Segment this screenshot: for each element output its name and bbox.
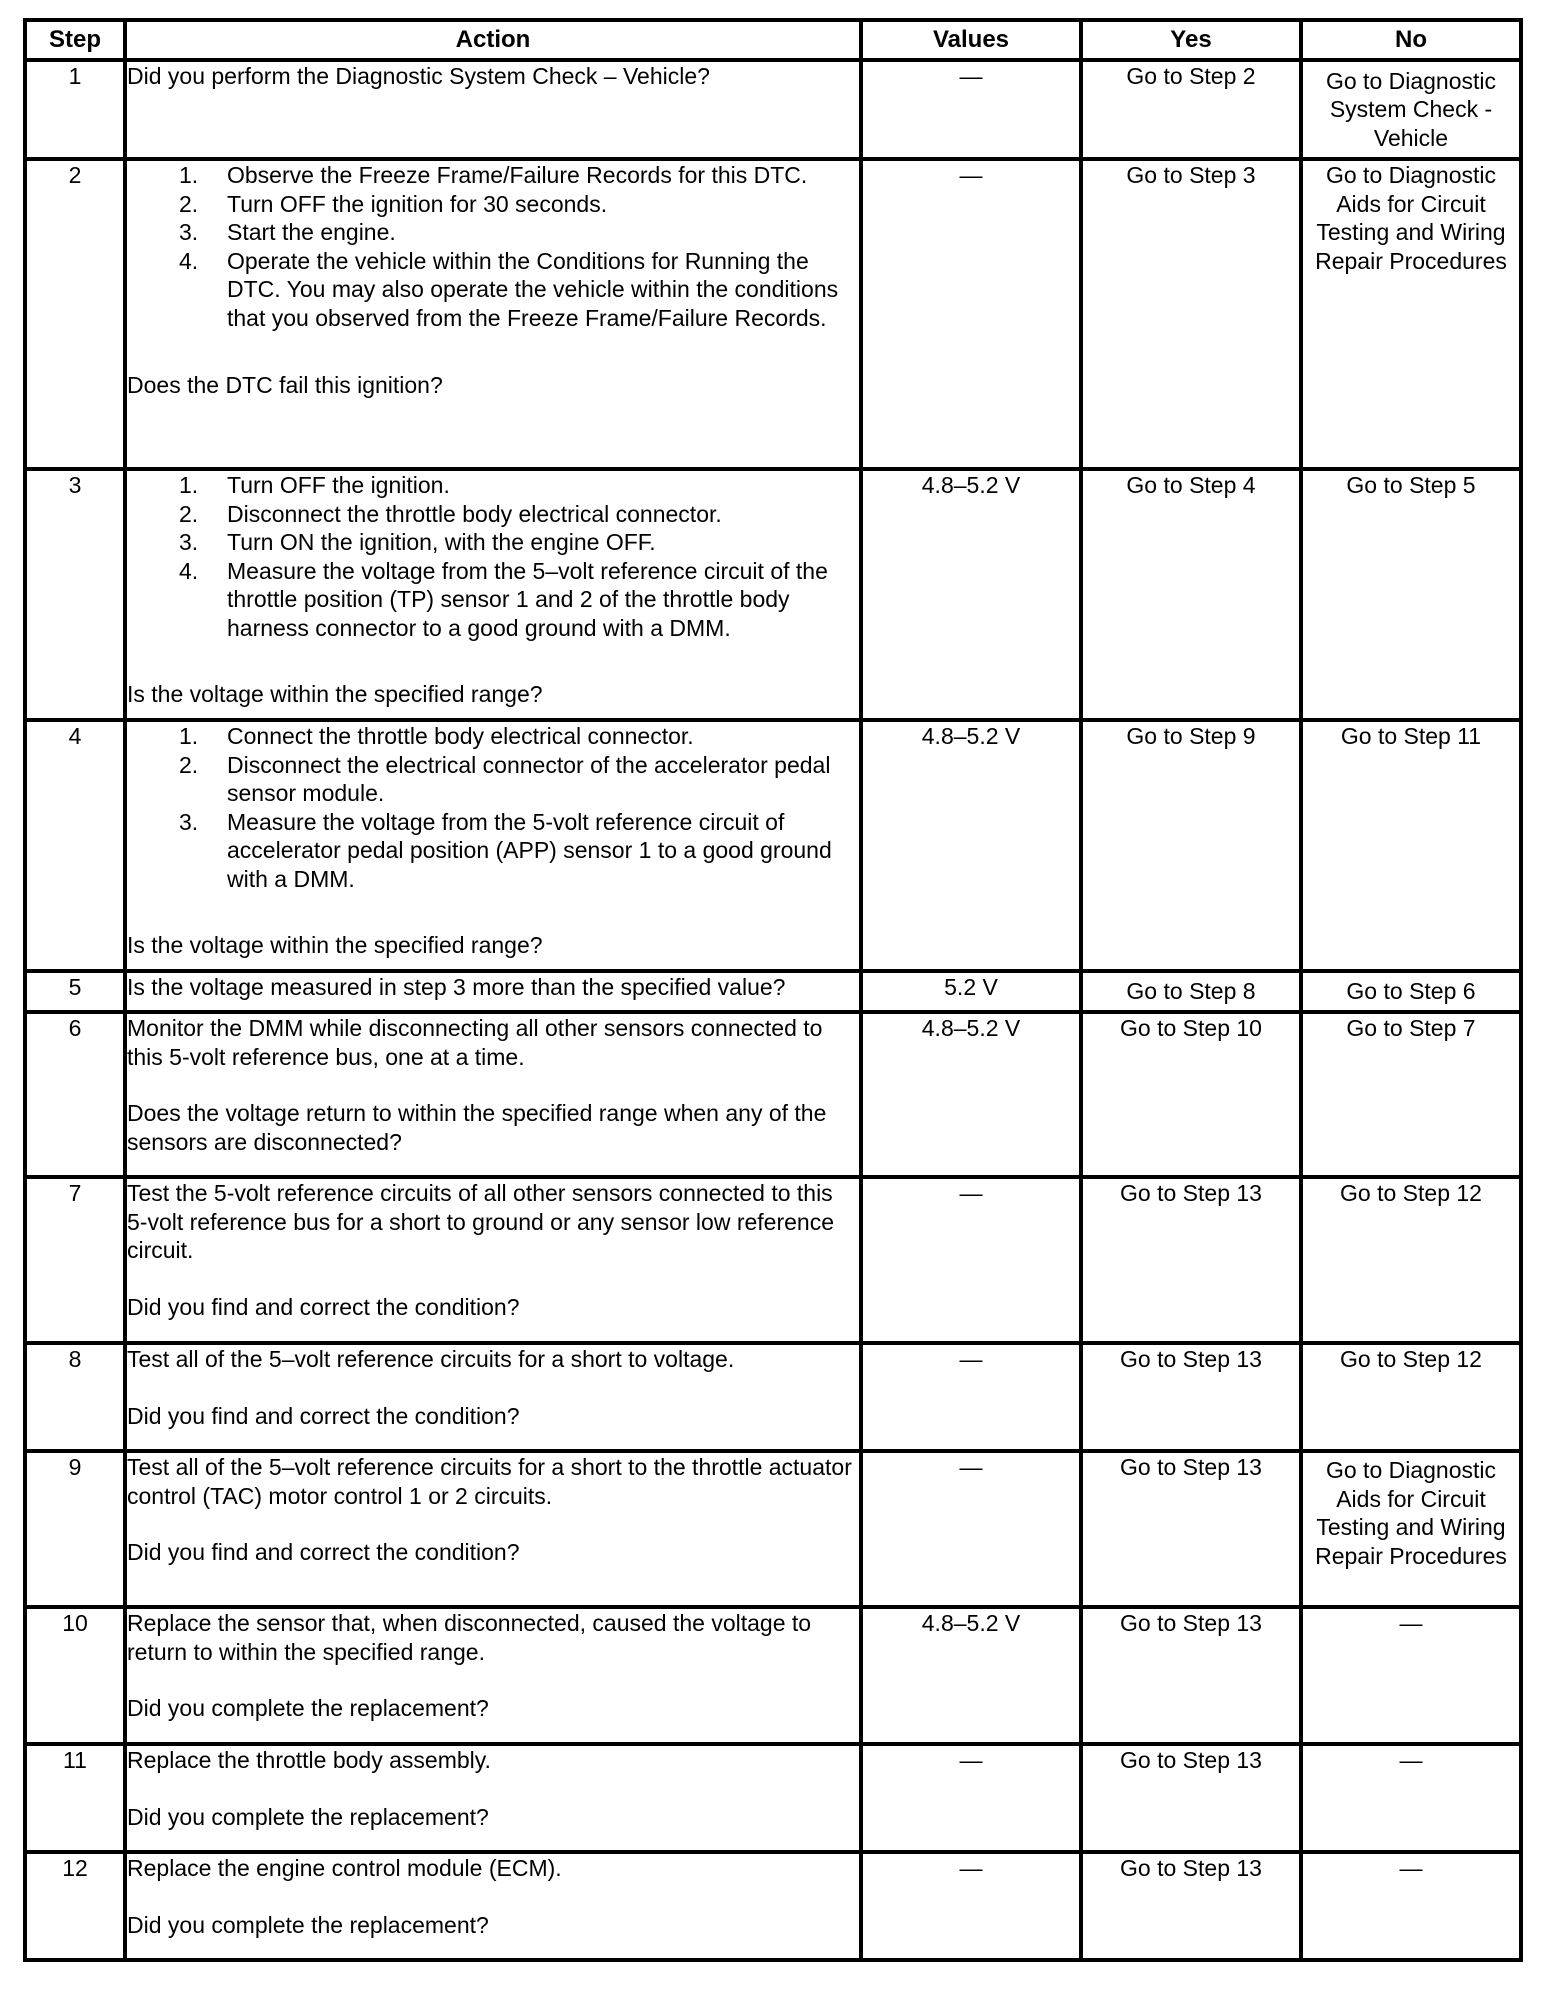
action-text: Replace the engine control module (ECM). <box>127 1855 562 1881</box>
action-cell <box>125 159 861 469</box>
table-row <box>25 1012 1521 1177</box>
substep-list <box>127 722 859 893</box>
no-cell: Go to Diagnostic Aids for Circuit Testing and Wiring Repair Procedures <box>1301 159 1521 469</box>
header-yes: Yes <box>1081 20 1301 60</box>
no-cell: Go to Step 11 <box>1301 720 1521 971</box>
yes-cell: Go to Step 13 <box>1081 1343 1301 1451</box>
table-row <box>25 1607 1521 1744</box>
step-number: 6 <box>25 1012 125 1177</box>
table-row <box>25 1744 1521 1852</box>
yes-cell: Go to Step 13 <box>1081 1451 1301 1607</box>
substep: 3. Measure the voltage from the 5-volt reference circuit of accelerator pedal position (APP) sensor 1 to a good ground with a DMM. <box>179 808 832 892</box>
action-question: Is the voltage within the specified range? <box>127 681 543 707</box>
action-cell <box>125 1451 861 1607</box>
table-row <box>25 469 1521 720</box>
step-number: 3 <box>25 469 125 720</box>
substep: 1. Turn OFF the ignition. <box>179 472 450 498</box>
action-text: Test all of the 5–volt reference circuits for a short to the throttle actuator control (TAC) motor control 1 or 2 circuits. <box>127 1454 852 1509</box>
substep: 2. Disconnect the throttle body electrical connector. <box>179 500 722 527</box>
action-cell <box>125 1343 861 1451</box>
yes-cell: Go to Step 13 <box>1081 1852 1301 1960</box>
no-cell: — <box>1301 1607 1521 1744</box>
values-cell: — <box>861 1744 1081 1852</box>
values-cell: — <box>861 1852 1081 1960</box>
action-text: Test all of the 5–volt reference circuits for a short to voltage. <box>127 1346 735 1372</box>
action-cell <box>125 971 861 1012</box>
action-question: Did you complete the replacement? <box>127 1911 489 1938</box>
yes-cell: Go to Step 10 <box>1081 1012 1301 1177</box>
table-row <box>25 1177 1521 1343</box>
values-cell: 4.8–5.2 V <box>861 720 1081 971</box>
substep: 1. Connect the throttle body electrical connector. <box>179 723 694 749</box>
no-cell: Go to Step 12 <box>1301 1177 1521 1343</box>
values-cell: — <box>861 159 1081 469</box>
no-cell: Go to Step 7 <box>1301 1012 1521 1177</box>
action-cell <box>125 469 861 720</box>
yes-cell: Go to Step 4 <box>1081 469 1301 720</box>
yes-cell: Go to Step 13 <box>1081 1744 1301 1852</box>
action-text: Test the 5-volt reference circuits of all other sensors connected to this 5-volt reference bus for a short to ground or any sensor low reference circuit. <box>127 1180 834 1263</box>
action-text: Did you perform the Diagnostic System Check – Vehicle? <box>127 63 710 89</box>
action-text: Monitor the DMM while disconnecting all other sensors connected to this 5-volt reference bus, one at a time. <box>127 1015 823 1070</box>
action-text: Is the voltage measured in step 3 more than the specified value? <box>127 974 786 1000</box>
action-cell <box>125 1177 861 1343</box>
values-cell: — <box>861 1451 1081 1607</box>
no-cell: Go to Diagnostic System Check - Vehicle <box>1301 60 1521 159</box>
action-text: Replace the throttle body assembly. <box>127 1747 491 1773</box>
step-number: 12 <box>25 1852 125 1960</box>
yes-cell: Go to Step 13 <box>1081 1607 1301 1744</box>
action-question: Does the DTC fail this ignition? <box>127 372 443 398</box>
table-row <box>25 60 1521 159</box>
step-number: 10 <box>25 1607 125 1744</box>
no-cell: Go to Diagnostic Aids for Circuit Testing and Wiring Repair Procedures <box>1301 1451 1521 1607</box>
substep: 3. Turn ON the ignition, with the engine OFF. <box>179 529 656 555</box>
header-row <box>25 20 1521 60</box>
values-cell: — <box>861 60 1081 159</box>
action-question: Is the voltage within the specified range? <box>127 932 543 958</box>
substep: 3. Start the engine. <box>179 219 396 245</box>
table-row <box>25 720 1521 971</box>
action-question: Did you complete the replacement? <box>127 1803 489 1830</box>
no-cell: Go to Step 12 <box>1301 1343 1521 1451</box>
step-number: 7 <box>25 1177 125 1343</box>
action-question: Did you find and correct the condition? <box>127 1539 520 1565</box>
table-row <box>25 159 1521 469</box>
action-question: Does the voltage return to within the specified range when any of the sensors are disconnected? <box>127 1100 827 1155</box>
yes-cell: Go to Step 9 <box>1081 720 1301 971</box>
step-number: 8 <box>25 1343 125 1451</box>
step-number: 4 <box>25 720 125 971</box>
substep: 2. Turn OFF the ignition for 30 seconds. <box>179 190 608 217</box>
action-cell <box>125 1012 861 1177</box>
step-number: 9 <box>25 1451 125 1607</box>
yes-cell: Go to Step 13 <box>1081 1177 1301 1343</box>
no-cell: Go to Step 5 <box>1301 469 1521 720</box>
values-cell: 4.8–5.2 V <box>861 1607 1081 1744</box>
yes-cell: Go to Step 8 <box>1081 971 1301 1012</box>
action-question: Did you complete the replacement? <box>127 1695 489 1721</box>
header-values: Values <box>861 20 1081 60</box>
substep: 4. Measure the voltage from the 5–volt reference circuit of the throttle position (TP) sensor 1 and 2 of the throttle body harness connector to a good ground with a DMM. <box>179 557 828 641</box>
action-cell <box>125 1744 861 1852</box>
header-no: No <box>1301 20 1521 60</box>
action-cell <box>125 60 861 159</box>
values-cell: — <box>861 1177 1081 1343</box>
no-cell: Go to Step 6 <box>1301 971 1521 1012</box>
header-action: Action <box>125 20 861 60</box>
substep: 4. Operate the vehicle within the Conditions for Running the DTC. You may also operate the vehicle within the conditions that you observed from the Freeze Frame/Failure Records. <box>179 247 839 331</box>
step-number: 2 <box>25 159 125 469</box>
yes-cell: Go to Step 2 <box>1081 60 1301 159</box>
no-cell: — <box>1301 1744 1521 1852</box>
substep: 2. Disconnect the electrical connector of the accelerator pedal sensor module. <box>179 751 831 806</box>
action-cell <box>125 1607 861 1744</box>
diagnostic-table <box>23 18 1523 1962</box>
substep: 1. Observe the Freeze Frame/Failure Records for this DTC. <box>179 162 808 188</box>
action-cell <box>125 720 861 971</box>
table-row <box>25 971 1521 1012</box>
table-row <box>25 1451 1521 1607</box>
yes-cell: Go to Step 3 <box>1081 159 1301 469</box>
table-row <box>25 1343 1521 1451</box>
header-step: Step <box>25 20 125 60</box>
step-number: 11 <box>25 1744 125 1852</box>
action-question: Did you find and correct the condition? <box>127 1402 520 1429</box>
step-number: 5 <box>25 971 125 1012</box>
action-cell <box>125 1852 861 1960</box>
values-cell: 5.2 V <box>861 971 1081 1012</box>
values-cell: 4.8–5.2 V <box>861 469 1081 720</box>
values-cell: — <box>861 1343 1081 1451</box>
step-number: 1 <box>25 60 125 159</box>
action-question: Did you find and correct the condition? <box>127 1293 520 1320</box>
table-row <box>25 1852 1521 1960</box>
substep-list <box>127 471 859 642</box>
action-text: Replace the sensor that, when disconnected, caused the voltage to return to within the specified range. <box>127 1610 812 1665</box>
values-cell: 4.8–5.2 V <box>861 1012 1081 1177</box>
no-cell: — <box>1301 1852 1521 1960</box>
substep-list <box>127 161 859 332</box>
